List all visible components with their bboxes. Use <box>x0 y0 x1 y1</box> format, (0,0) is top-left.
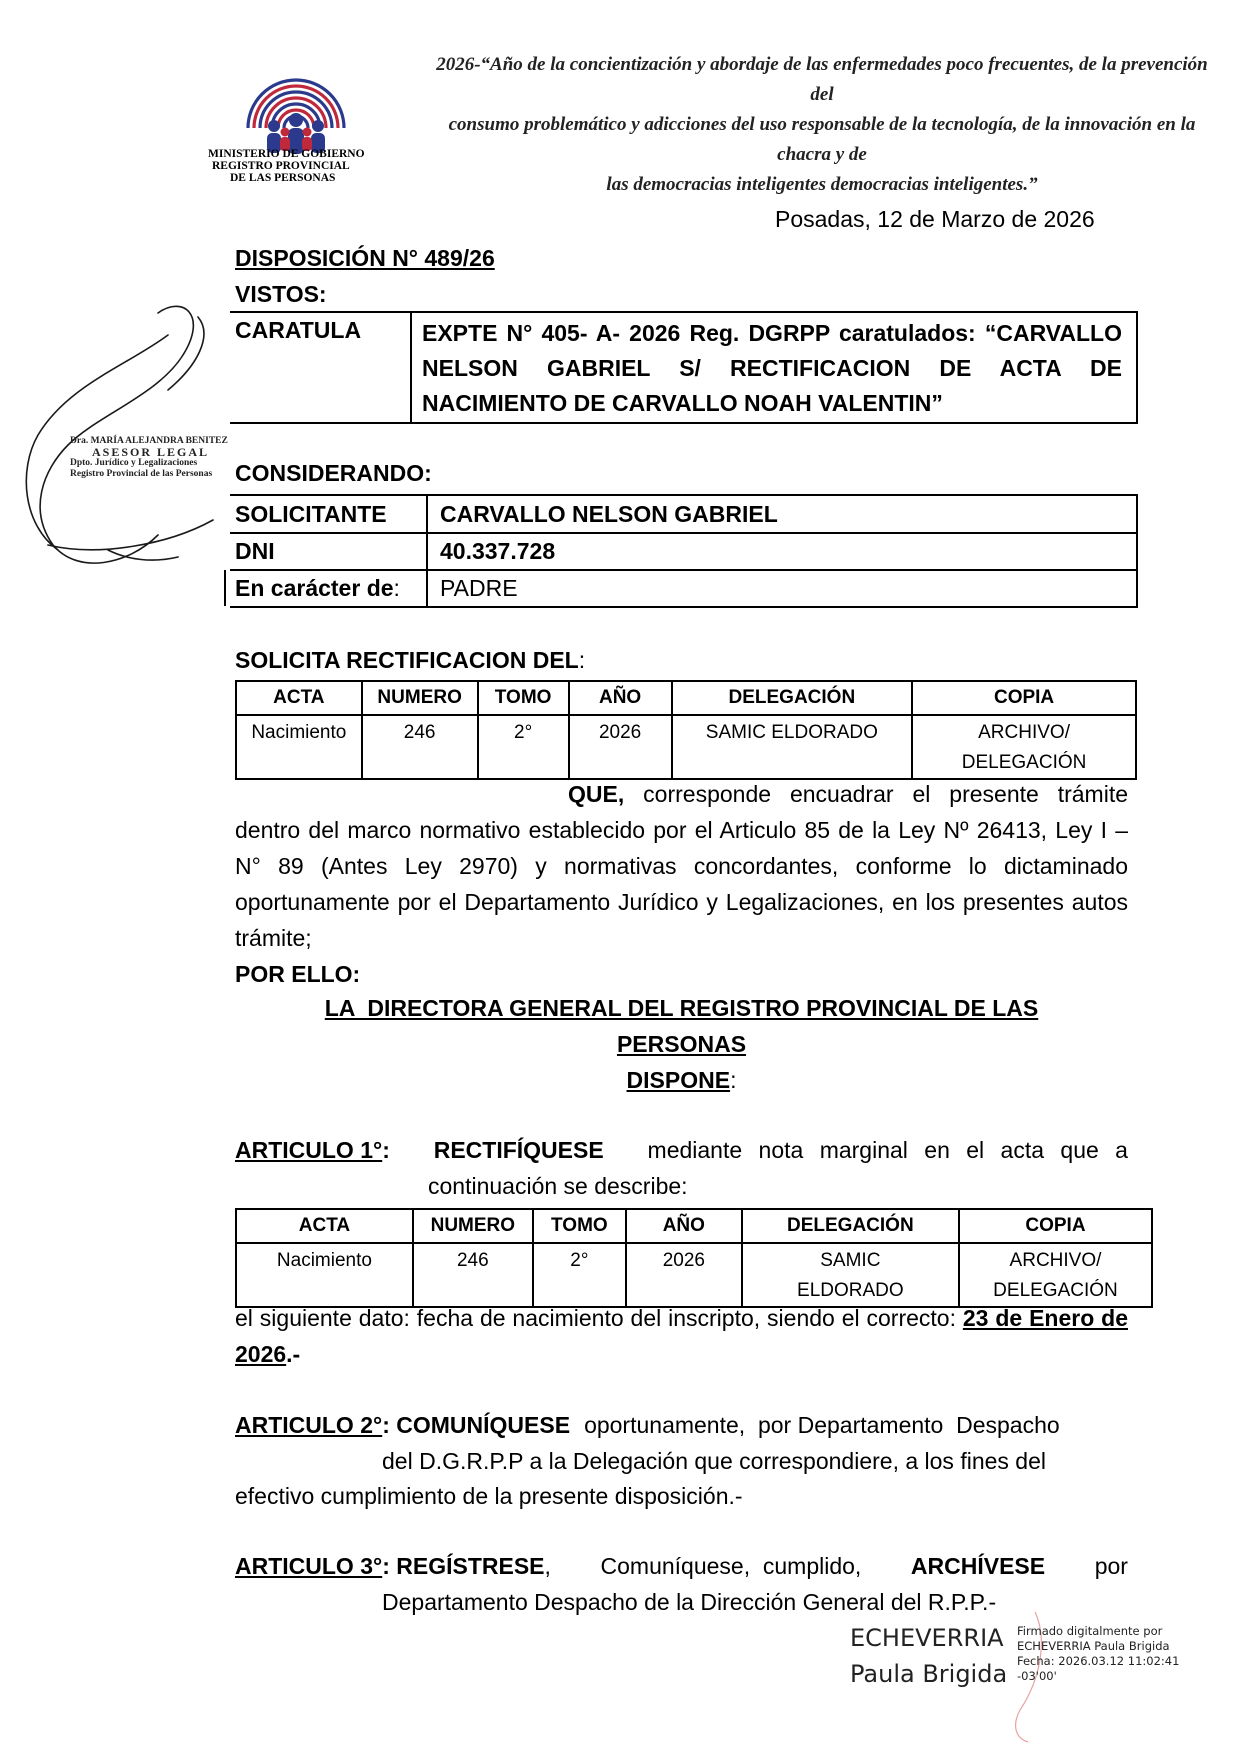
esig-info-line-2: ECHEVERRIA Paula Brigida <box>1017 1639 1170 1653</box>
applicant-name: CARVALLO NELSON GABRIEL <box>440 501 778 527</box>
considerando-heading: CONSIDERANDO: <box>235 460 432 486</box>
capacity-label: En carácter de <box>235 575 394 601</box>
cell-copia: ARCHIVO/ DELEGACIÓN <box>959 1243 1152 1307</box>
acta-table-header <box>236 681 1136 715</box>
cell-numero: 246 <box>362 715 478 779</box>
stamp-line-4: Registro Provincial de las Personas <box>70 469 213 479</box>
articulo-1-label: ARTICULO 1° <box>235 1137 383 1163</box>
articulo-2-text-a: oportunamente, por Departamento Despacho <box>584 1412 1060 1438</box>
capacity-label-wrap: En carácter de: <box>235 575 400 601</box>
articulo-3-verb: REGÍSTRESE <box>396 1553 545 1579</box>
articulo-1-text-a: mediante nota marginal en el acta que a <box>647 1137 1128 1163</box>
articulo-3-label: ARTICULO 3° <box>235 1553 383 1579</box>
cell-tomo: 2° <box>478 715 569 779</box>
ministry-line-3: DE LAS PERSONAS <box>230 172 336 184</box>
articulo-1-after-table: el siguiente dato: fecha de nacimiento del inscripto, siendo el correcto: <box>235 1305 956 1331</box>
ministry-line-2: REGISTRO PROVINCIAL <box>212 160 350 172</box>
col-acta: ACTA <box>236 681 362 715</box>
cell-tomo: 2° <box>533 1243 626 1307</box>
disposition-number: DISPOSICIÓN N° 489/26 <box>235 245 495 271</box>
articulo-1-text-b: continuación se describe: <box>428 1173 688 1199</box>
stamp-line-3: Dpto. Jurídico y Legalizaciones <box>70 458 198 468</box>
por-ello: POR ELLO: <box>235 961 361 987</box>
col-delegacion: DELEGACIÓN <box>742 1209 959 1243</box>
esig-info-line-4: -03'00' <box>1017 1669 1057 1683</box>
acta-table-2 <box>235 1208 1153 1308</box>
authority-block: LA DIRECTORA GENERAL DEL REGISTRO PROVINCIAL DE LAS PERSONAS DISPONE: <box>235 990 1128 1098</box>
col-numero: NUMERO <box>413 1209 533 1243</box>
legal-advisor-stamp <box>70 436 228 480</box>
acta-table-1 <box>235 680 1137 780</box>
ministry-header <box>208 148 388 184</box>
articulo-2-verb: COMUNÍQUESE <box>396 1412 571 1438</box>
registry-logo <box>238 58 354 158</box>
cell-copia: ARCHIVO/ DELEGACIÓN <box>912 715 1136 779</box>
articulo-3-text-a: Comuníquese, cumplido, <box>600 1553 862 1579</box>
articulo-1 <box>235 1132 1128 1168</box>
capacity-value: PADRE <box>440 575 518 601</box>
applicant-label: SOLICITANTE <box>235 501 387 527</box>
col-anio: AÑO <box>569 681 672 715</box>
articulo-2 <box>235 1407 1128 1443</box>
articulo-2-text-b: del D.G.R.P.P a la Delegación que correspondiere, a los fines del <box>382 1448 1046 1474</box>
dni-label: DNI <box>235 538 275 564</box>
col-delegacion: DELEGACIÓN <box>672 681 913 715</box>
caratula-value: EXPTE N° 405- A- 2026 Reg. DGRPP caratulados: “CARVALLO NELSON GABRIEL S/ RECTIFICACION DE ACTA DE NACIMIENTO DE CARVALLO NOAH VALENTIN” <box>422 320 1122 416</box>
col-copia: COPIA <box>912 681 1136 715</box>
caratula-label: CARATULA <box>235 317 362 343</box>
articulo-3-text-b: Departamento Despacho de la Dirección General del R.P.P.- <box>382 1589 997 1615</box>
cell-numero: 246 <box>413 1243 533 1307</box>
articulo-3-text-a2: por <box>1094 1553 1128 1579</box>
place-date: Posadas, 12 de Marzo de 2026 <box>775 206 1095 232</box>
que-text: corresponde encuadrar el presente trámite dentro del marco normativo establecido por el Articulo 85 de la Ley Nº 26413, Ley I – N° 89 (Antes Ley 2970) y normativas concordantes, conforme lo dictaminado oportunamente por el Departamento Jurídico y Legalizaciones, en los presentes autos trámite; <box>235 781 1129 951</box>
stamp-line-2: ASESOR LEGAL <box>92 445 210 459</box>
ministry-line-1: MINISTERIO DE GOBIERNO <box>208 148 365 160</box>
esig-info-line-1: Firmado digitalmente por <box>1017 1624 1163 1638</box>
col-anio: AÑO <box>626 1209 742 1243</box>
articulo-2-label: ARTICULO 2° <box>235 1412 383 1438</box>
cell-anio: 2026 <box>626 1243 742 1307</box>
signer-surname: ECHEVERRIA <box>850 1624 1004 1652</box>
table-row <box>236 715 1136 779</box>
cell-anio: 2026 <box>569 715 672 779</box>
que-lead: QUE, <box>568 781 625 807</box>
solicita-heading: SOLICITA RECTIFICACION DEL: <box>235 647 586 673</box>
authority-line-1: LA DIRECTORA GENERAL DEL REGISTRO PROVINCIAL DE LAS <box>324 995 1039 1021</box>
cell-acta: Nacimiento <box>236 1243 413 1307</box>
col-copia: COPIA <box>959 1209 1152 1243</box>
articulo-1-label-wrap: ARTICULO 1°: <box>235 1137 390 1163</box>
motto-line-3: las democracias inteligentes democracias inteligentes.” <box>606 174 1038 195</box>
signer-given-names: Paula Brigida <box>850 1660 1008 1688</box>
cell-delegacion: SAMIC ELDORADO <box>672 715 913 779</box>
motto-line-1: 2026-“Año de la concientización y abordaje de las enfermedades poco frecuentes, de la prevención del <box>436 54 1208 105</box>
digital-signature-name <box>850 1620 1007 1692</box>
correct-birth-date: 23 de Enero de 2026 <box>235 1305 1128 1367</box>
col-numero: NUMERO <box>362 681 478 715</box>
vistos-heading: VISTOS: <box>235 281 327 307</box>
table-row <box>236 1243 1152 1307</box>
articulo-1-continuation <box>235 1300 1128 1372</box>
col-acta: ACTA <box>236 1209 413 1243</box>
authority-line-2: PERSONAS <box>616 1031 747 1057</box>
articulo-3 <box>235 1548 1128 1584</box>
stamp-line-1: Dra. MARÍA ALEJANDRA BENITEZ <box>70 436 228 446</box>
articulo-2-text-c: efectivo cumplimiento de la presente disposición.- <box>235 1483 743 1509</box>
dni-value: 40.337.728 <box>440 538 556 564</box>
cell-delegacion: SAMIC ELDORADO <box>742 1243 959 1307</box>
articulo-1-verb: RECTIFÍQUESE <box>433 1137 604 1163</box>
articulo-3-verb-2: ARCHÍVESE <box>910 1553 1046 1579</box>
col-tomo: TOMO <box>478 681 569 715</box>
cell-acta: Nacimiento <box>236 715 362 779</box>
acta-table-header <box>236 1209 1152 1243</box>
year-motto <box>436 50 1208 200</box>
articulo-2-label-wrap: ARTICULO 2°: <box>235 1412 397 1438</box>
articulo-1-end: .- <box>286 1341 301 1367</box>
caratula-table <box>230 311 1138 424</box>
que-paragraph <box>235 776 1128 956</box>
dispone: DISPONE <box>626 1067 731 1093</box>
esig-info-line-3: Fecha: 2026.03.12 11:02:41 <box>1017 1654 1180 1668</box>
solicita-text: SOLICITA RECTIFICACION DEL <box>235 647 579 673</box>
applicant-table <box>230 494 1138 608</box>
motto-line-2: consumo problemático y adicciones del uso responsable de la tecnología, de la innovación en la chacra y de <box>448 114 1196 165</box>
digital-signature-info <box>1017 1624 1179 1684</box>
col-tomo: TOMO <box>533 1209 626 1243</box>
articulo-3-label-wrap: ARTICULO 3°: REGÍSTRESE, <box>235 1553 551 1579</box>
